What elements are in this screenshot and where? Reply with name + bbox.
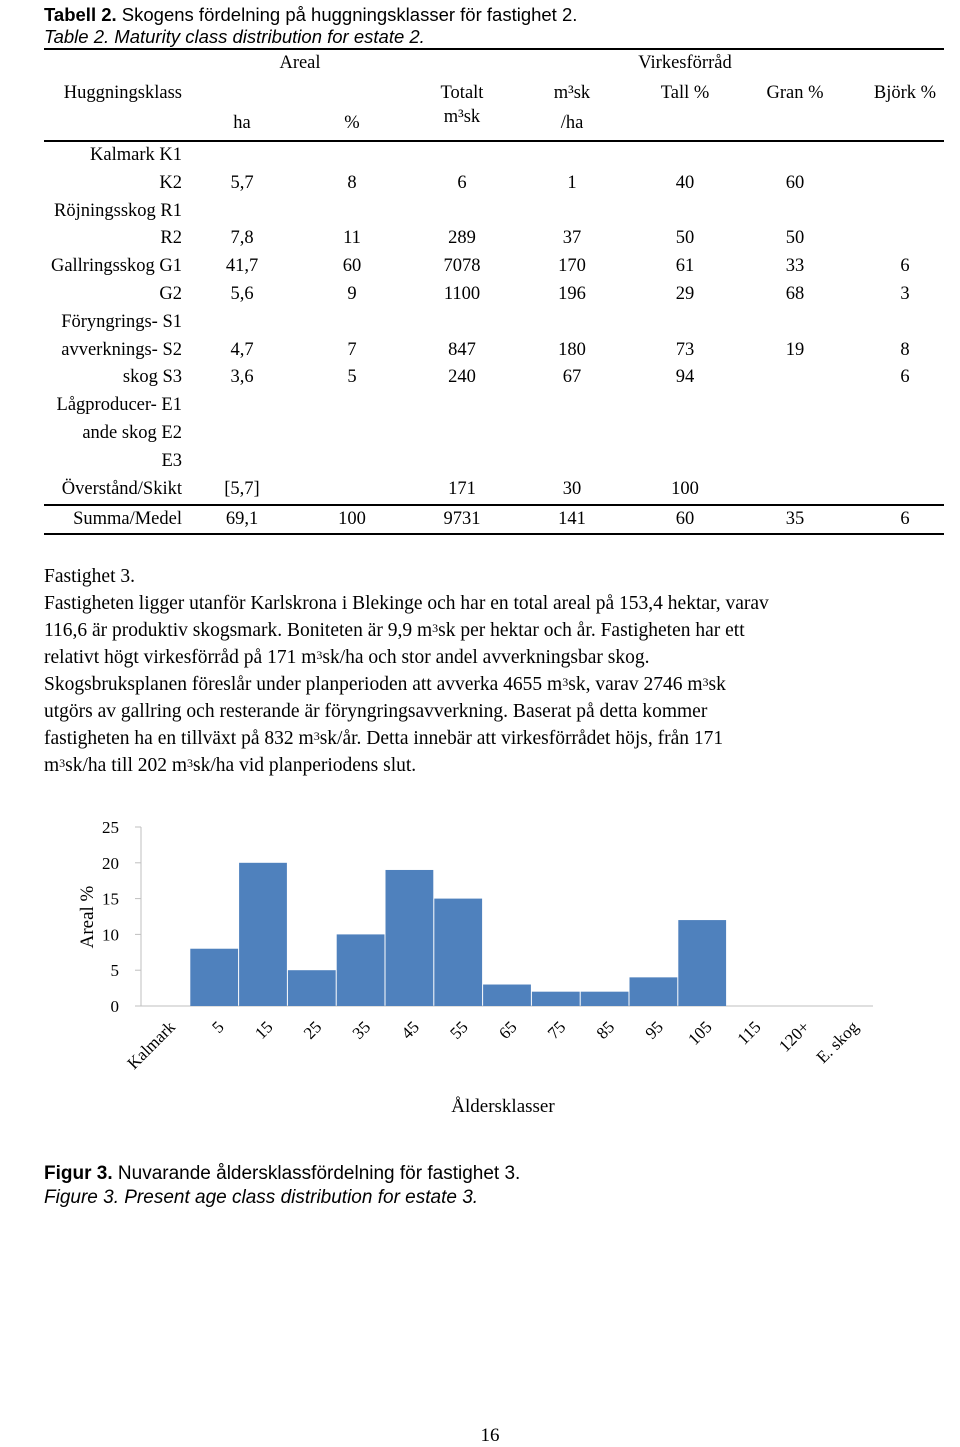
header-virkesforrad: Virkesförråd <box>638 53 732 73</box>
bar-105 <box>678 920 726 1006</box>
table-row-cell: 170 <box>558 256 586 277</box>
table-row-label: Föryngrings- S1 <box>61 311 182 332</box>
x-tick-label: 5 <box>208 1017 228 1037</box>
table-row-cell: 1100 <box>443 284 481 304</box>
header-tall: Tall % <box>660 83 710 103</box>
body-text: sk <box>708 674 726 695</box>
body-line-1 <box>44 590 934 617</box>
table-row-cell: 60 <box>785 172 805 193</box>
table-row-cell: 11 <box>343 228 361 249</box>
y-tick-label: 0 <box>110 997 119 1016</box>
superscript: 3 <box>702 675 709 689</box>
table-row-cell: 100 <box>671 478 699 499</box>
table-row-cell: 61 <box>675 256 695 277</box>
bar-35 <box>337 934 385 1006</box>
table-caption-sv-text: Skogens fördelning på huggningsklasser för fastighet 2. <box>116 4 578 25</box>
body-text: sk per hektar och år. Fastigheten har ett <box>438 620 745 641</box>
table-caption-en-text: Maturity class distribution for estate 2. <box>109 26 425 47</box>
table-row-cell: 37 <box>562 228 582 249</box>
table-row-label: ande skog E2 <box>82 423 182 443</box>
table-row-cell: 9 <box>347 284 357 304</box>
table-top-rule <box>44 48 944 50</box>
table-total-row-cell: 9731 <box>443 509 481 529</box>
table-row-label: Gallringsskog G1 <box>50 256 182 277</box>
table-row-cell: [5,7] <box>224 478 260 499</box>
table-row-label: E3 <box>161 450 182 471</box>
body-text: sk, varav 2746 m <box>568 674 703 695</box>
table-row-cell: 5,7 <box>230 172 254 193</box>
body-line-2 <box>44 617 934 644</box>
x-tick-label: Kalmark <box>123 1017 179 1073</box>
section-body <box>44 563 934 779</box>
table-row-cell: 67 <box>562 367 582 388</box>
superscript: 3 <box>562 675 569 689</box>
y-tick-label: 25 <box>102 818 119 837</box>
table-row-cell: 60 <box>342 256 362 277</box>
body-text: sk/ha till 202 m <box>65 755 188 776</box>
table-row-cell: 94 <box>675 367 695 388</box>
table-row-cell: 289 <box>448 228 476 249</box>
table-row-cell: 7 <box>347 339 357 360</box>
body-text: sk/ha och stor andel avverkningsbar skog. <box>322 647 650 668</box>
superscript: 3 <box>59 756 66 770</box>
table-row-cell: 847 <box>448 339 476 360</box>
body-text: relativt högt virkesförråd på 171 m <box>44 647 317 668</box>
superscript: 3 <box>432 621 439 635</box>
header-totalt-line2: m³sk <box>443 107 481 127</box>
x-tick-label: 85 <box>592 1017 619 1043</box>
age-class-bar-chart <box>0 800 960 1140</box>
table-total-row-cell: 69,1 <box>225 509 259 529</box>
table-row-cell: 7,8 <box>230 228 254 249</box>
y-tick-label: 5 <box>110 961 119 981</box>
bar-85 <box>581 992 629 1006</box>
x-tick-label: 15 <box>251 1017 277 1043</box>
table-row-label: R2 <box>160 228 182 249</box>
table-row-cell: 6 <box>900 256 910 277</box>
table-row-cell: 73 <box>675 339 695 360</box>
table-row-cell: 6 <box>900 367 910 388</box>
header-huggningsklass: Huggningsklass <box>63 83 182 103</box>
header-areal: Areal <box>279 53 321 73</box>
x-tick-label: 25 <box>299 1017 326 1043</box>
header-totalt-line1: Totalt <box>440 83 484 103</box>
superscript: 3 <box>187 756 194 770</box>
table-row-cell: 5,6 <box>230 284 254 304</box>
table-row-cell: 196 <box>558 284 586 304</box>
table-row-label: Överstånd/Skikt <box>61 478 182 499</box>
header-pct: % <box>344 113 360 133</box>
table-row-cell: 50 <box>785 228 805 249</box>
bar-15 <box>239 863 287 1006</box>
table-row-label: G2 <box>159 284 182 304</box>
y-axis-title: Areal % <box>77 885 98 949</box>
table-row-cell: 30 <box>562 478 582 499</box>
table-row-cell: 50 <box>675 228 695 249</box>
bar-55 <box>434 899 482 1006</box>
x-tick-label: 115 <box>733 1017 765 1049</box>
page-number: 16 <box>480 1425 500 1446</box>
x-axis-title: Åldersklasser <box>451 1096 555 1117</box>
header-m3sk-line1: m³sk <box>553 83 591 103</box>
table-row-label: skog S3 <box>122 367 182 388</box>
table-row-cell: 180 <box>558 339 586 360</box>
bar-65 <box>483 985 531 1006</box>
table-row-label: avverknings- S2 <box>61 339 182 360</box>
x-tick-label: 35 <box>348 1017 375 1043</box>
table-bottom-rule <box>44 533 944 535</box>
figure-caption-sv-text: Nuvarande åldersklassfördelning för fastighet 3. <box>112 1163 521 1184</box>
table-row-cell: 7078 <box>443 256 481 277</box>
maturity-class-table <box>0 0 960 540</box>
x-tick-label: 45 <box>397 1017 423 1043</box>
header-bjork: Björk % <box>873 83 937 103</box>
x-tick-label: E. skog <box>812 1017 863 1067</box>
figure-caption-en: Figure 3. Present age class distribution for estate 3. <box>44 1187 479 1208</box>
figure-caption <box>44 1162 520 1210</box>
table-row-cell: 3 <box>900 284 910 304</box>
bar-45 <box>386 870 434 1006</box>
table-row-label: K2 <box>159 172 182 193</box>
table-row-cell: 171 <box>448 478 476 499</box>
body-text: Fastigheten ligger utanför Karlskrona i Blekinge och har en total areal på 153,4 hektar, varav <box>44 593 769 614</box>
body-text: sk/år. Detta innebär att virkesförrådet höjs, från 171 <box>319 728 724 749</box>
table-row-cell: 4,7 <box>230 339 254 360</box>
superscript: 3 <box>316 648 323 662</box>
body-line-6 <box>44 725 934 752</box>
x-tick-label: 105 <box>684 1017 716 1049</box>
section-heading: Fastighet 3. <box>44 566 135 587</box>
table-total-row-cell: 35 <box>785 509 805 529</box>
table-row-cell: 68 <box>785 284 805 304</box>
table-row-cell: 19 <box>785 339 805 360</box>
bar-25 <box>288 970 336 1006</box>
body-line-7 <box>44 752 934 779</box>
table-row-cell: 5 <box>347 367 357 388</box>
table-row-cell: 6 <box>457 172 467 193</box>
x-tick-label: 55 <box>446 1017 472 1043</box>
table-row-cell: 33 <box>785 256 805 277</box>
bar-5 <box>190 949 238 1006</box>
table-row-label: Röjningsskog R1 <box>54 200 182 221</box>
table-row-label: Kalmark K1 <box>90 145 182 165</box>
x-tick-label: 120+ <box>775 1017 814 1056</box>
body-text: Skogsbruksplanen föreslår under planperioden att avverka 4655 m <box>44 674 563 695</box>
table-row-cell: 40 <box>675 172 695 193</box>
table-total-rule-top <box>44 504 944 506</box>
body-text: utgörs av gallring och resterande är föryngringsavverkning. Baserat på detta kommer <box>44 701 708 722</box>
x-tick-label: 65 <box>495 1017 521 1043</box>
table-total-row-label: Summa/Medel <box>73 509 182 529</box>
header-m3sk-line2: /ha <box>560 113 584 133</box>
figure-caption-sv-label: Figur 3. <box>44 1163 113 1184</box>
table-caption-sv-label: Tabell 2. <box>44 4 117 25</box>
body-text: sk/ha vid planperiodens slut. <box>193 755 417 776</box>
y-tick-label: 15 <box>102 889 119 909</box>
table-row-cell: 240 <box>448 367 476 388</box>
body-text: 116,6 är produktiv skogsmark. Boniteten är 9,9 m <box>44 620 433 641</box>
body-line-4 <box>44 671 934 698</box>
table-total-row-cell: 100 <box>338 509 366 529</box>
figure-caption-sv <box>44 1162 520 1186</box>
body-text: m <box>44 755 60 776</box>
table-caption-en-label: Table 2. <box>44 26 110 47</box>
table-row-cell: 8 <box>347 172 357 193</box>
table-total-row-cell: 60 <box>675 509 695 529</box>
body-line-5 <box>44 698 934 725</box>
bar-95 <box>630 977 678 1006</box>
header-ha: ha <box>233 113 251 133</box>
table-row-label: Lågproducer- E1 <box>56 395 182 416</box>
table-header-rule <box>44 140 944 142</box>
table-row-cell: 41,7 <box>225 256 259 277</box>
table-total-row-cell: 141 <box>558 509 586 529</box>
body-text: fastigheten ha en tillväxt på 832 m <box>44 728 314 749</box>
table-row-cell: 3,6 <box>230 367 254 388</box>
y-tick-label: 10 <box>102 925 119 945</box>
y-tick-label: 20 <box>102 853 119 873</box>
bar-75 <box>532 992 580 1006</box>
table-row-cell: 8 <box>900 339 910 360</box>
x-tick-label: 75 <box>543 1017 570 1043</box>
table-total-row-cell: 6 <box>900 509 910 529</box>
table-row-cell: 29 <box>675 284 695 304</box>
superscript: 3 <box>313 729 320 743</box>
table-row-cell: 1 <box>567 172 577 193</box>
x-tick-label: 95 <box>641 1017 667 1043</box>
body-line-3 <box>44 644 934 671</box>
header-gran: Gran % <box>766 83 824 103</box>
